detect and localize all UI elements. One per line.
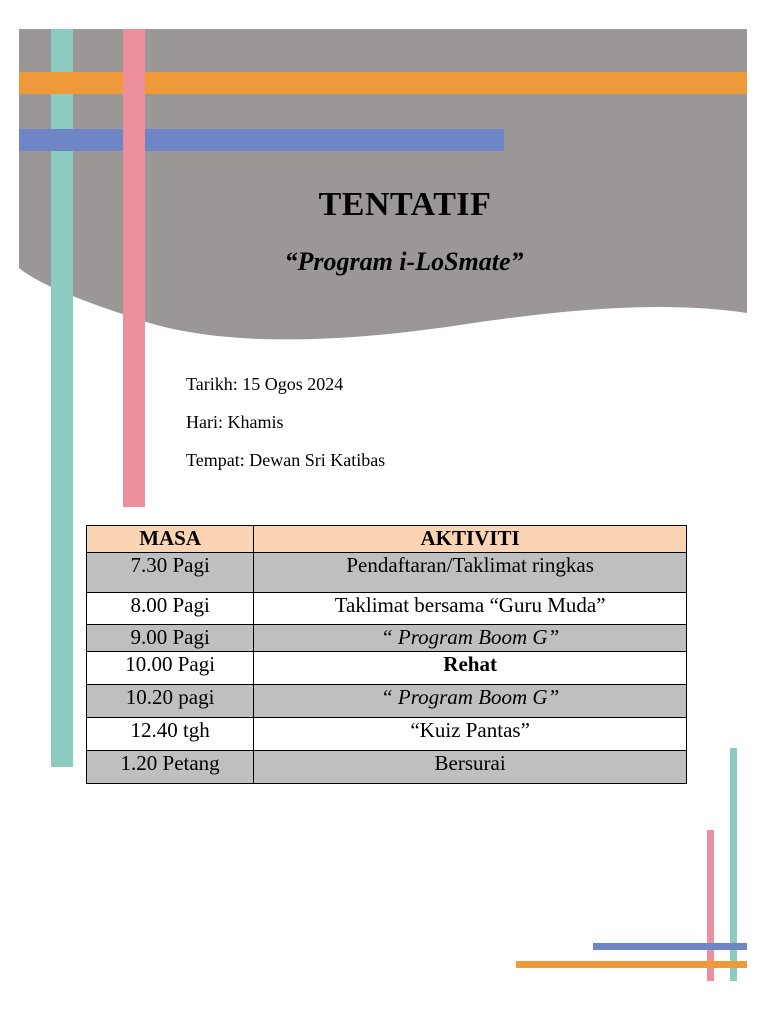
- cell-aktiviti: Taklimat bersama “Guru Muda”: [254, 593, 687, 625]
- header-background: [0, 0, 768, 360]
- cell-masa: 1.20 Petang: [87, 751, 254, 784]
- blue-horizontal-stripe: [19, 129, 504, 151]
- schedule-table: [86, 525, 687, 784]
- cell-masa: 9.00 Pagi: [87, 625, 254, 652]
- pink-vertical-stripe-small: [707, 830, 714, 981]
- cell-aktiviti: Pendaftaran/Taklimat ringkas: [254, 553, 687, 593]
- info-venue: Tempat: Dewan Sri Katibas: [186, 450, 386, 470]
- table-header-row: [87, 526, 687, 553]
- orange-horizontal-stripe-small: [516, 961, 747, 968]
- program-subtitle: “Program i-LoSmate”: [284, 247, 524, 276]
- page-title: TENTATIF: [318, 186, 492, 223]
- cell-masa: 10.00 Pagi: [87, 652, 254, 685]
- cell-aktiviti: “ Program Boom G”: [254, 625, 687, 652]
- table-row: [87, 718, 687, 751]
- blue-horizontal-stripe-small: [593, 943, 747, 950]
- cell-masa: 7.30 Pagi: [87, 553, 254, 593]
- cell-aktiviti: Bersurai: [254, 751, 687, 784]
- cell-masa: 10.20 pagi: [87, 685, 254, 718]
- cell-aktiviti: “Kuiz Pantas”: [254, 718, 687, 751]
- info-date: Tarikh: 15 Ogos 2024: [186, 374, 344, 394]
- table-row: [87, 751, 687, 784]
- info-day: Hari: Khamis: [186, 412, 284, 432]
- cell-masa: 12.40 tgh: [87, 718, 254, 751]
- table-row: [87, 625, 687, 652]
- table-row: [87, 685, 687, 718]
- table-row: [87, 553, 687, 593]
- cell-aktiviti: “ Program Boom G”: [254, 685, 687, 718]
- column-header-masa: MASA: [87, 526, 254, 553]
- table-row: [87, 652, 687, 685]
- column-header-aktiviti: AKTIVITI: [254, 526, 687, 553]
- table-row: [87, 593, 687, 625]
- cell-masa: 8.00 Pagi: [87, 593, 254, 625]
- cell-aktiviti: Rehat: [254, 652, 687, 685]
